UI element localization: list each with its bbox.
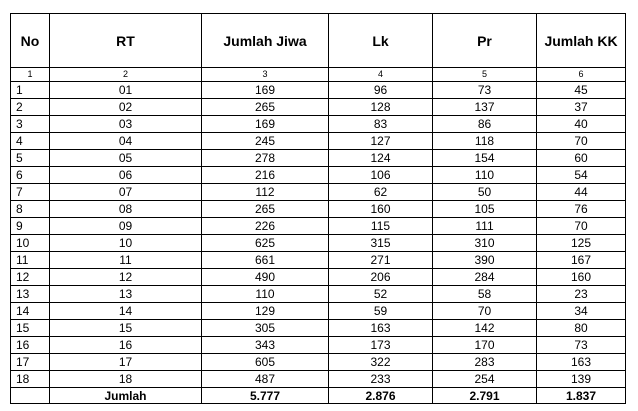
cell-pr: 284 — [433, 269, 537, 286]
cell-jumlah-kk: 40 — [537, 116, 626, 133]
total-row — [11, 388, 626, 404]
table-row — [11, 116, 626, 133]
cell-no: 15 — [11, 320, 50, 337]
cell-jumlah-jiwa: 110 — [202, 286, 329, 303]
cell-jumlah-kk: 167 — [537, 252, 626, 269]
table-row — [11, 354, 626, 371]
table-row — [11, 133, 626, 150]
cell-pr: 154 — [433, 150, 537, 167]
cell-no: 4 — [11, 133, 50, 150]
cell-jumlah-kk: 23 — [537, 286, 626, 303]
cell-no: 7 — [11, 184, 50, 201]
cell-jumlah-jiwa: 112 — [202, 184, 329, 201]
header-jumlah-jiwa: Jumlah Jiwa — [202, 14, 329, 68]
cell-rt: 14 — [50, 303, 202, 320]
cell-lk: 173 — [329, 337, 433, 354]
table-row — [11, 150, 626, 167]
cell-no: 2 — [11, 99, 50, 116]
cell-lk: 206 — [329, 269, 433, 286]
table-row — [11, 218, 626, 235]
cell-rt: 05 — [50, 150, 202, 167]
cell-pr: 170 — [433, 337, 537, 354]
cell-lk: 233 — [329, 371, 433, 388]
cell-rt: 11 — [50, 252, 202, 269]
cell-lk: 115 — [329, 218, 433, 235]
cell-pr: 110 — [433, 167, 537, 184]
cell-jumlah-kk: 139 — [537, 371, 626, 388]
total-pr: 2.791 — [433, 388, 537, 404]
cell-no: 12 — [11, 269, 50, 286]
cell-jumlah-jiwa: 343 — [202, 337, 329, 354]
cell-rt: 10 — [50, 235, 202, 252]
column-number: 5 — [433, 68, 537, 82]
total-lk: 2.876 — [329, 388, 433, 404]
column-number: 4 — [329, 68, 433, 82]
cell-pr: 142 — [433, 320, 537, 337]
table-row — [11, 201, 626, 218]
cell-jumlah-kk: 70 — [537, 218, 626, 235]
cell-jumlah-kk: 34 — [537, 303, 626, 320]
cell-rt: 08 — [50, 201, 202, 218]
table-row — [11, 371, 626, 388]
cell-no: 1 — [11, 82, 50, 99]
cell-pr: 73 — [433, 82, 537, 99]
cell-rt: 12 — [50, 269, 202, 286]
cell-jumlah-jiwa: 216 — [202, 167, 329, 184]
cell-jumlah-jiwa: 129 — [202, 303, 329, 320]
cell-rt: 15 — [50, 320, 202, 337]
cell-no: 10 — [11, 235, 50, 252]
cell-jumlah-jiwa: 265 — [202, 201, 329, 218]
cell-jumlah-jiwa: 661 — [202, 252, 329, 269]
cell-jumlah-jiwa: 265 — [202, 99, 329, 116]
cell-lk: 163 — [329, 320, 433, 337]
cell-jumlah-kk: 163 — [537, 354, 626, 371]
cell-rt: 17 — [50, 354, 202, 371]
cell-lk: 83 — [329, 116, 433, 133]
cell-no: 6 — [11, 167, 50, 184]
population-table — [10, 13, 626, 404]
cell-pr: 111 — [433, 218, 537, 235]
cell-lk: 106 — [329, 167, 433, 184]
cell-jumlah-kk: 70 — [537, 133, 626, 150]
header-row — [11, 14, 626, 68]
cell-no: 17 — [11, 354, 50, 371]
cell-rt: 02 — [50, 99, 202, 116]
column-number: 3 — [202, 68, 329, 82]
table-row — [11, 167, 626, 184]
cell-no: 3 — [11, 116, 50, 133]
cell-rt: 09 — [50, 218, 202, 235]
total-jumlah-jiwa: 5.777 — [202, 388, 329, 404]
table-row — [11, 252, 626, 269]
table-row — [11, 184, 626, 201]
cell-jumlah-jiwa: 226 — [202, 218, 329, 235]
cell-lk: 62 — [329, 184, 433, 201]
table-row — [11, 303, 626, 320]
cell-jumlah-jiwa: 278 — [202, 150, 329, 167]
cell-lk: 96 — [329, 82, 433, 99]
cell-pr: 86 — [433, 116, 537, 133]
cell-lk: 124 — [329, 150, 433, 167]
cell-jumlah-kk: 44 — [537, 184, 626, 201]
cell-rt: 01 — [50, 82, 202, 99]
cell-rt: 16 — [50, 337, 202, 354]
table-row — [11, 269, 626, 286]
header-lk: Lk — [329, 14, 433, 68]
cell-no: 18 — [11, 371, 50, 388]
table-row — [11, 82, 626, 99]
cell-no: 11 — [11, 252, 50, 269]
cell-pr: 390 — [433, 252, 537, 269]
cell-pr: 50 — [433, 184, 537, 201]
cell-no: 9 — [11, 218, 50, 235]
column-number: 1 — [11, 68, 50, 82]
cell-lk: 127 — [329, 133, 433, 150]
cell-jumlah-jiwa: 169 — [202, 116, 329, 133]
cell-lk: 59 — [329, 303, 433, 320]
cell-no: 8 — [11, 201, 50, 218]
header-pr: Pr — [433, 14, 537, 68]
cell-jumlah-kk: 80 — [537, 320, 626, 337]
cell-jumlah-jiwa: 605 — [202, 354, 329, 371]
total-jumlah-kk: 1.837 — [537, 388, 626, 404]
cell-jumlah-jiwa: 169 — [202, 82, 329, 99]
cell-lk: 315 — [329, 235, 433, 252]
cell-lk: 271 — [329, 252, 433, 269]
table-body — [11, 82, 626, 388]
total-label: Jumlah — [50, 388, 202, 404]
header-jumlah-kk: Jumlah KK — [537, 14, 626, 68]
cell-lk: 128 — [329, 99, 433, 116]
cell-jumlah-kk: 76 — [537, 201, 626, 218]
header-rt: RT — [50, 14, 202, 68]
cell-pr: 283 — [433, 354, 537, 371]
cell-pr: 118 — [433, 133, 537, 150]
cell-lk: 160 — [329, 201, 433, 218]
cell-rt: 03 — [50, 116, 202, 133]
cell-lk: 52 — [329, 286, 433, 303]
cell-no: 5 — [11, 150, 50, 167]
table-row — [11, 337, 626, 354]
cell-jumlah-kk: 60 — [537, 150, 626, 167]
cell-pr: 137 — [433, 99, 537, 116]
cell-jumlah-jiwa: 487 — [202, 371, 329, 388]
cell-jumlah-jiwa: 490 — [202, 269, 329, 286]
cell-rt: 18 — [50, 371, 202, 388]
total-empty-cell — [11, 388, 50, 404]
cell-pr: 310 — [433, 235, 537, 252]
cell-jumlah-kk: 160 — [537, 269, 626, 286]
cell-jumlah-kk: 37 — [537, 99, 626, 116]
cell-pr: 105 — [433, 201, 537, 218]
cell-no: 16 — [11, 337, 50, 354]
cell-rt: 13 — [50, 286, 202, 303]
cell-jumlah-jiwa: 625 — [202, 235, 329, 252]
column-number: 2 — [50, 68, 202, 82]
cell-jumlah-kk: 54 — [537, 167, 626, 184]
cell-pr: 70 — [433, 303, 537, 320]
cell-pr: 58 — [433, 286, 537, 303]
cell-jumlah-jiwa: 305 — [202, 320, 329, 337]
cell-pr: 254 — [433, 371, 537, 388]
table-row — [11, 320, 626, 337]
column-number: 6 — [537, 68, 626, 82]
cell-lk: 322 — [329, 354, 433, 371]
cell-rt: 06 — [50, 167, 202, 184]
table-row — [11, 286, 626, 303]
cell-no: 13 — [11, 286, 50, 303]
cell-jumlah-kk: 125 — [537, 235, 626, 252]
cell-rt: 04 — [50, 133, 202, 150]
cell-jumlah-kk: 73 — [537, 337, 626, 354]
cell-no: 14 — [11, 303, 50, 320]
cell-rt: 07 — [50, 184, 202, 201]
cell-jumlah-kk: 45 — [537, 82, 626, 99]
header-no: No — [11, 14, 50, 68]
table-row — [11, 235, 626, 252]
table-row — [11, 99, 626, 116]
cell-jumlah-jiwa: 245 — [202, 133, 329, 150]
column-number-row — [11, 68, 626, 82]
